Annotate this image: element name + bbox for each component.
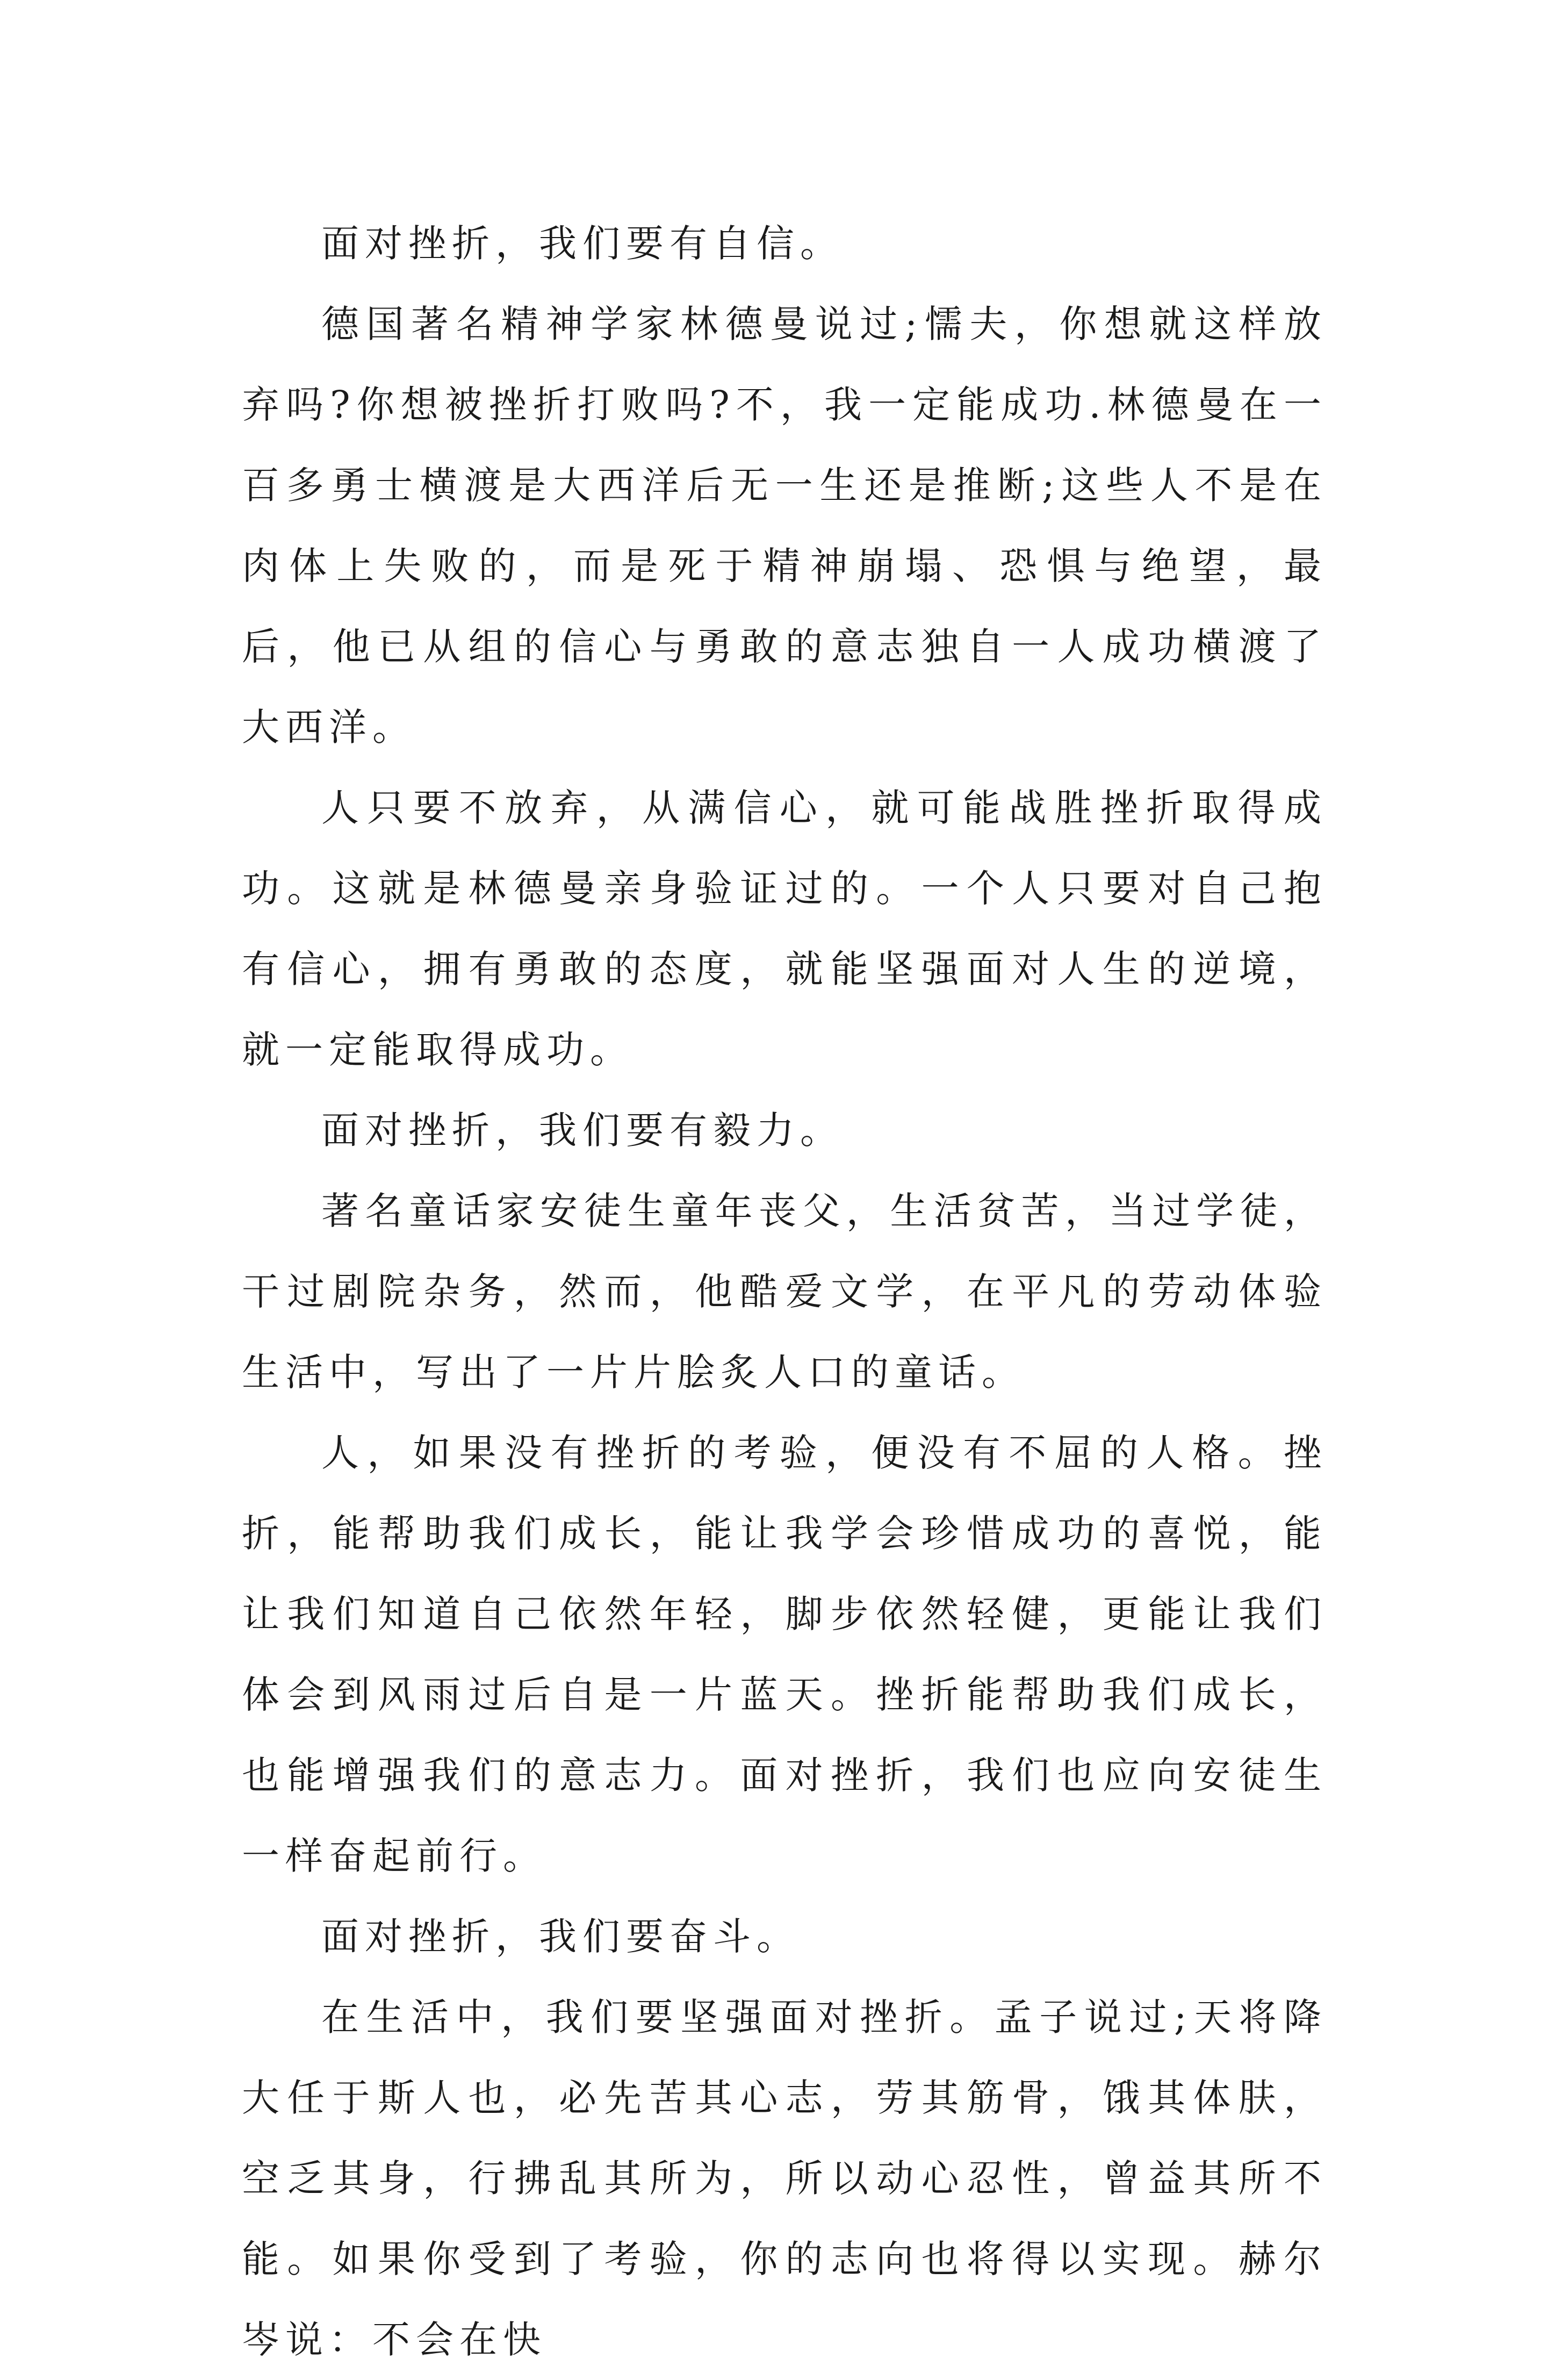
paragraph-never-give-up: 人只要不放弃，从满信心，就可能战胜挫折取得成功。这就是林德曼亲身验证过的。一个人只要对自己抱有信心，拥有勇敢的态度，就能坚强面对人生的逆境，就一定能取得成功。 [242, 786, 1327, 1072]
section-heading-struggle: 面对挫折，我们要奋斗。 [321, 1915, 800, 1959]
paragraph-lindemann-quote: 德国著名精神学家林德曼说过;懦夫，你想就这样放弃吗?你想被挫折打败吗?不，我一定能成功.林德曼在一百多勇士横渡是大西洋后无一生还是推断;这些人不是在肉体上失败的，而是死于精神崩塌、恐惧与绝望，最后，他已从组的信心与勇敢的意志独自一人成功横渡了大西洋。 [242, 302, 1327, 749]
section-heading-confidence: 面对挫折，我们要有自信。 [321, 221, 844, 266]
paragraph-mencius: 在生活中，我们要坚强面对挫折。孟子说过;天将降大任于斯人也，必先苦其心志，劳其筋骨，饿其体肤，空乏其身，行拂乱其所为，所以动心忍性，曾益其所不能。如果你受到了考验，你的志向也将得以实现。赫尔岑说：不会在快 [242, 1995, 1327, 2362]
document-page [242, 203, 1327, 2380]
paragraph-trials-growth: 人，如果没有挫折的考验，便没有不屈的人格。挫折，能帮助我们成长，能让我学会珍惜成功的喜悦，能让我们知道自己依然年轻，脚步依然轻健，更能让我们体会到风雨过后自是一片蓝天。挫折能帮助我们成长，也能增强我们的意志力。面对挫折，我们也应向安徒生一样奋起前行。 [242, 1431, 1327, 1878]
section-heading-perseverance: 面对挫折，我们要有毅力。 [321, 1108, 844, 1152]
paragraph-andersen: 著名童话家安徒生童年丧父，生活贫苦，当过学徒，干过剧院杂务，然而，他酷爱文学，在平凡的劳动体验生活中，写出了一片片脍炙人口的童话。 [242, 1189, 1327, 1394]
